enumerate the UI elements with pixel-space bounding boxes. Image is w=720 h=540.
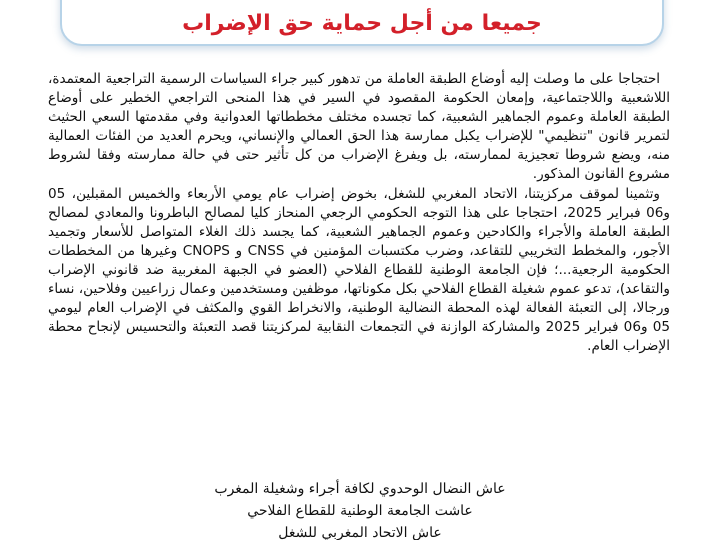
closing-slogans [0,478,720,540]
closing-slogan-3: عاش الاتحاد المغربي للشغل [278,525,442,540]
closing-slogan-1: عاش النضال الوحدوي لكافة أجراء وشغيلة المغرب [214,481,506,497]
title-banner [60,0,664,46]
paragraph-1: احتجاجا على ما وصلت إليه أوضاع الطبقة العاملة من تدهور كبير جراء السياسات الرسمية التراجعية المعتمدة، اللاشعبية واللاجتماعية، وإمعان الحكومة المقصود في السير في هذا المنحى التراجعي الخطير على أوضاع الطبقة العاملة وعموم الجماهير الشعبية، كما تجسده مختلف مخططاتها العدوانية وفي مقدمتها السعي الحثيث لتمرير قانون "تنظيمي" للإضراب يكبل ممارسة هذا الحق العمالي والإنساني، ويحرم العديد من الفئات العمالية منه، ويضع شروطا تعجيزية لممارسته، بل ويفرغ الإضراب من كل تأثير حتى في حالة ممارسته وفقا لشروط مشروع القانون المذكور. [48,71,670,183]
banner-title-line-2: جميعا من أجل حماية حق الإضراب [182,11,542,36]
statement-body [48,70,670,356]
paragraph-2: وتثمينا لموقف مركزيتنا، الاتحاد المغربي للشغل، بخوض إضراب عام يومي الأربعاء والخميس المقبلين، 05 و06 فبراير 2025، احتجاجا على هذا التوجه الحكومي الرجعي المنحاز كليا لمصالح الباطرونا والمعادي لمصالح الطبقة العاملة والأجراء والكادحين وعموم الجماهير الشعبية، كما يجسد ذلك الغلاء المتواصل للأسعار وتجميد الأجور، والمخطط التخريبي للتقاعد، وضرب مكتسبات المؤمنين في CNSS و CNOPS وغيرها من المخططات الحكومية الرجعية...؛ فإن الجامعة الوطنية للقطاع الفلاحي (العضو في الجبهة المغربية ضد قانوني الإضراب والتقاعد)، تدعو عموم شغيلة القطاع الفلاحي بكل مكوناتها، موظفين ومستخدمين وعمال زراعيين وفلاحين، نساء ورجالا، إلى التعبئة الفعالة لهذه المحطة النضالية الوطنية، والانخراط القوي والمكثف في الإضراب العام ليومي 05 و06 فبراير 2025 والمشاركة الوازنة في التجمعات النقابية لمركزيتنا قصد التعبئة والتحسيس لإنجاح محطة الإضراب العام. [48,185,670,355]
closing-slogan-2: عاشت الجامعة الوطنية للقطاع الفلاحي [247,503,473,519]
